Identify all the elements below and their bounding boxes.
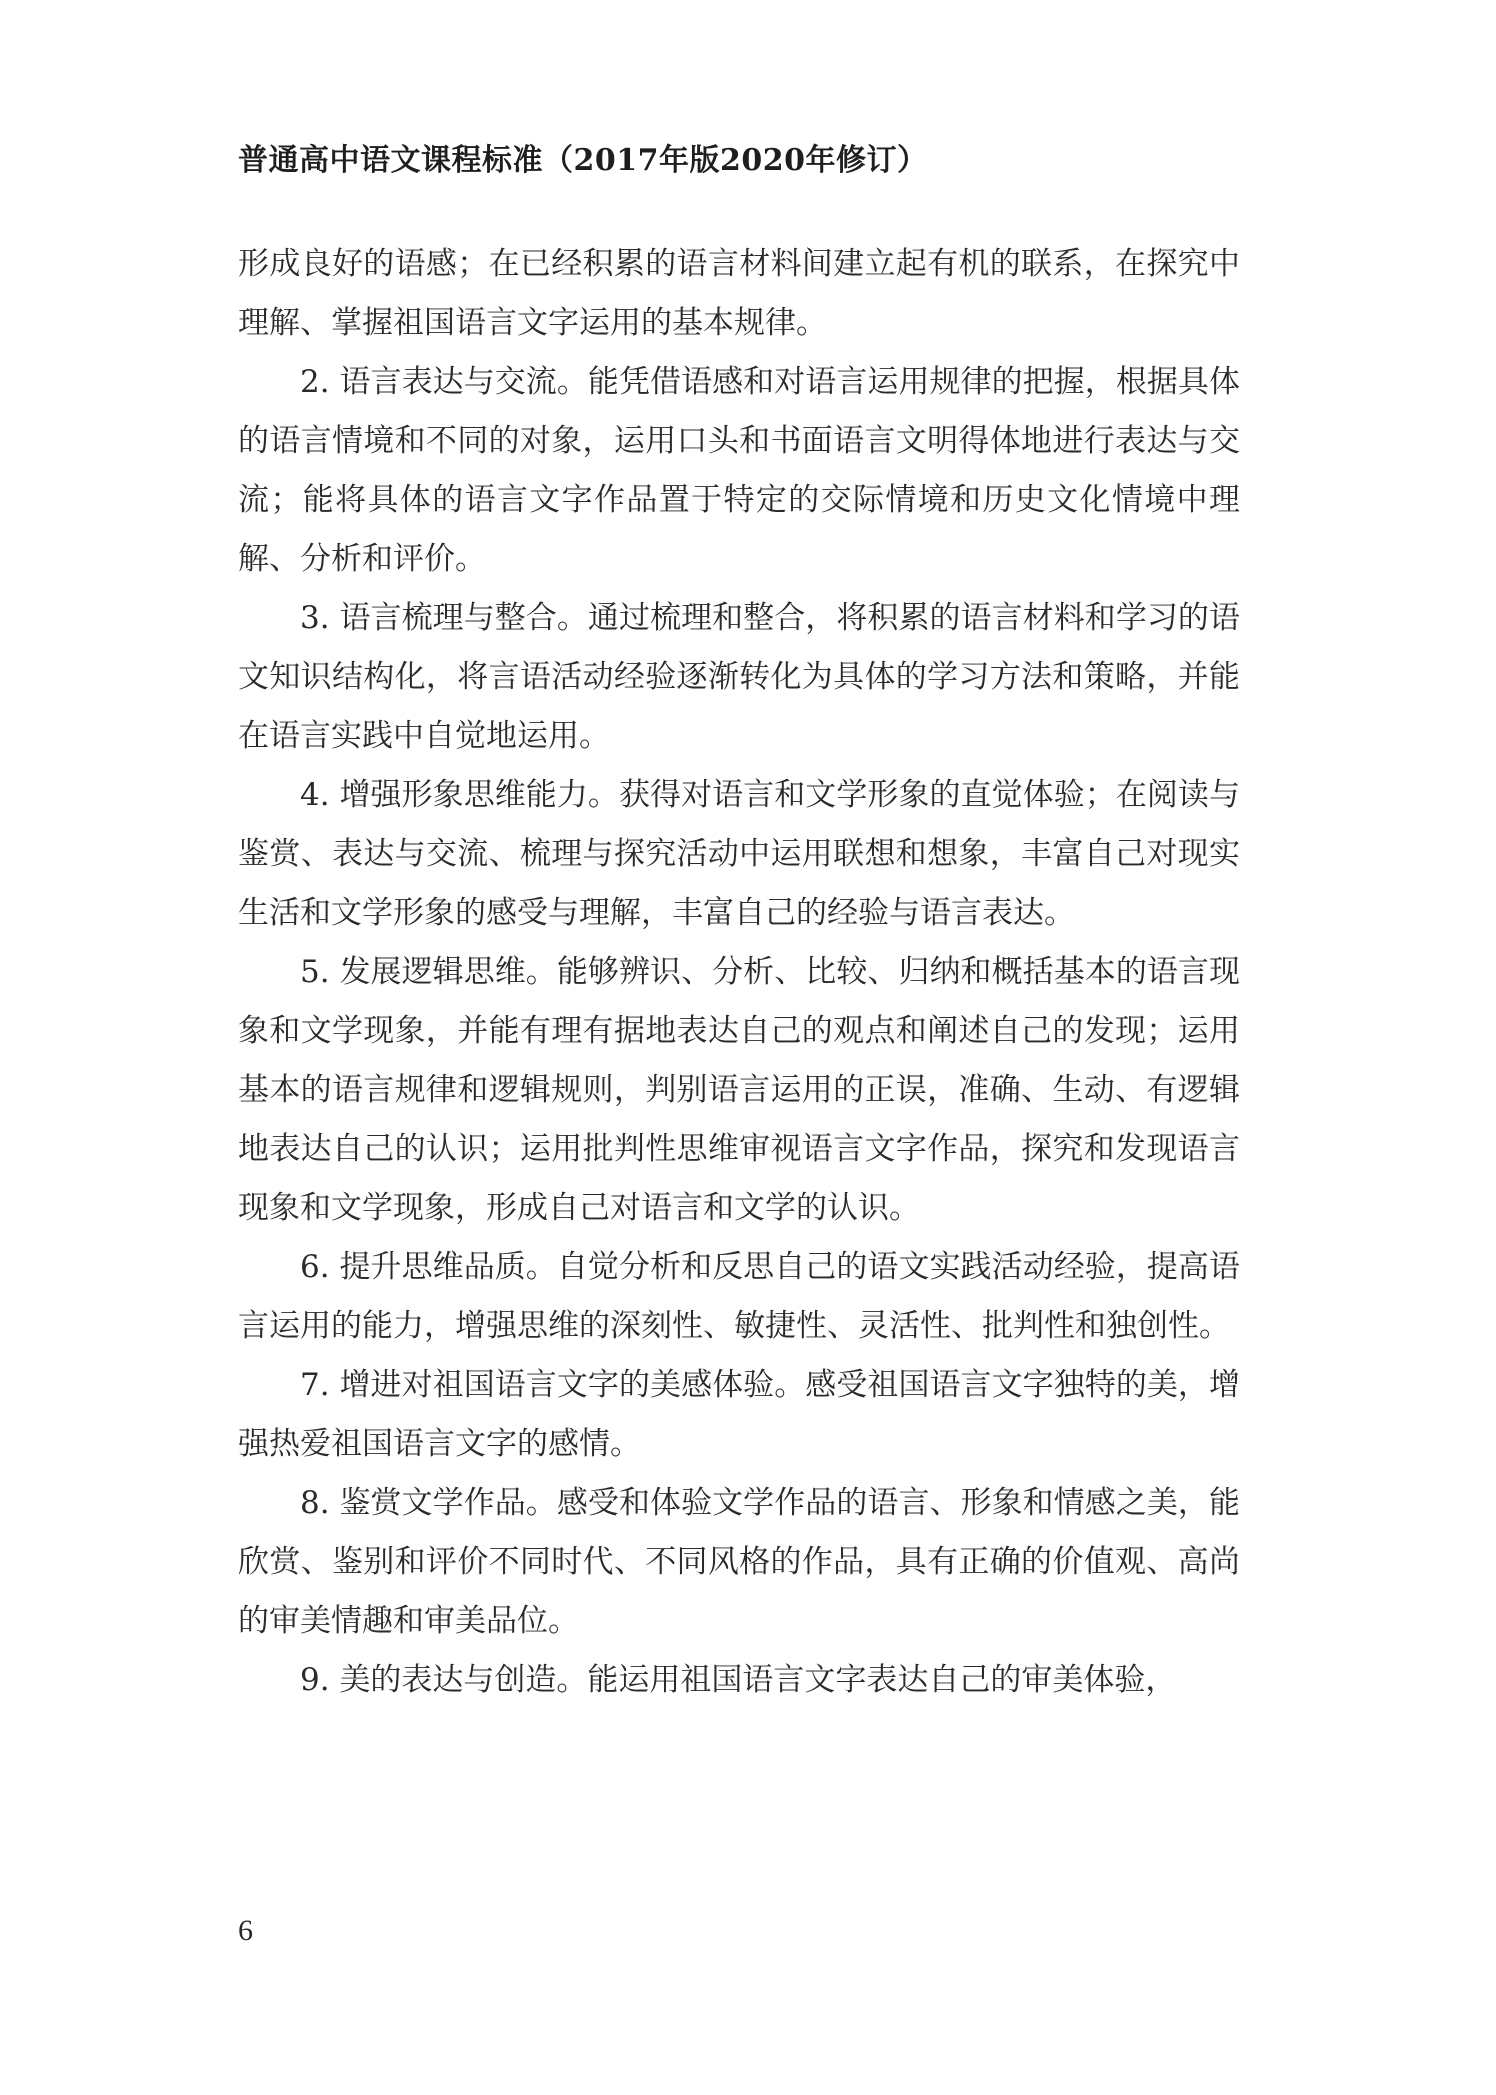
- paragraph-item-5: 5. 发展逻辑思维。能够辨识、分析、比较、归纳和概括基本的语言现象和文学现象，并能有理有据地表达自己的观点和阐述自己的发现；运用基本的语言规律和逻辑规则，判别语言运用的正误，准确、生动、有逻辑地表达自己的认识；运用批判性思维审视语言文字作品，探究和发现语言现象和文学现象，形成自己对语言和文学的认识。: [238, 954, 1240, 1226]
- paragraph-item-4: 4. 增强形象思维能力。获得对语言和文学形象的直觉体验；在阅读与鉴赏、表达与交流、梳理与探究活动中运用联想和想象，丰富自己对现实生活和文学形象的感受与理解，丰富自己的经验与语言表达。: [238, 777, 1240, 931]
- paragraph-item-8: 8. 鉴赏文学作品。感受和体验文学作品的语言、形象和情感之美，能欣赏、鉴别和评价不同时代、不同风格的作品，具有正确的价值观、高尚的审美情趣和审美品位。: [238, 1485, 1240, 1639]
- paragraph-item-7: 7. 增进对祖国语言文字的美感体验。感受祖国语言文字独特的美，增强热爱祖国语言文字的感情。: [238, 1367, 1240, 1462]
- paragraph-item-6: 6. 提升思维品质。自觉分析和反思自己的语文实践活动经验，提高语言运用的能力，增强思维的深刻性、敏捷性、灵活性、批判性和独创性。: [238, 1249, 1240, 1344]
- page-number: 6: [238, 1914, 253, 1947]
- paragraph-continuation: 形成良好的语感；在已经积累的语言材料间建立起有机的联系，在探究中理解、掌握祖国语言文字运用的基本规律。: [238, 246, 1240, 341]
- body-text: [238, 235, 1240, 1710]
- paragraph-item-2: 2. 语言表达与交流。能凭借语感和对语言运用规律的把握，根据具体的语言情境和不同的对象，运用口头和书面语言文明得体地进行表达与交流；能将具体的语言文字作品置于特定的交际情境和历史文化情境中理解、分析和评价。: [238, 364, 1240, 577]
- running-header-title: 普通高中语文课程标准（2017年版2020年修订）: [238, 143, 928, 178]
- paragraph-item-3: 3. 语言梳理与整合。通过梳理和整合，将积累的语言材料和学习的语文知识结构化，将言语活动经验逐渐转化为具体的学习方法和策略，并能在语言实践中自觉地运用。: [238, 600, 1240, 754]
- paragraph-item-9: 9. 美的表达与创造。能运用祖国语言文字表达自己的审美体验，: [300, 1662, 1177, 1698]
